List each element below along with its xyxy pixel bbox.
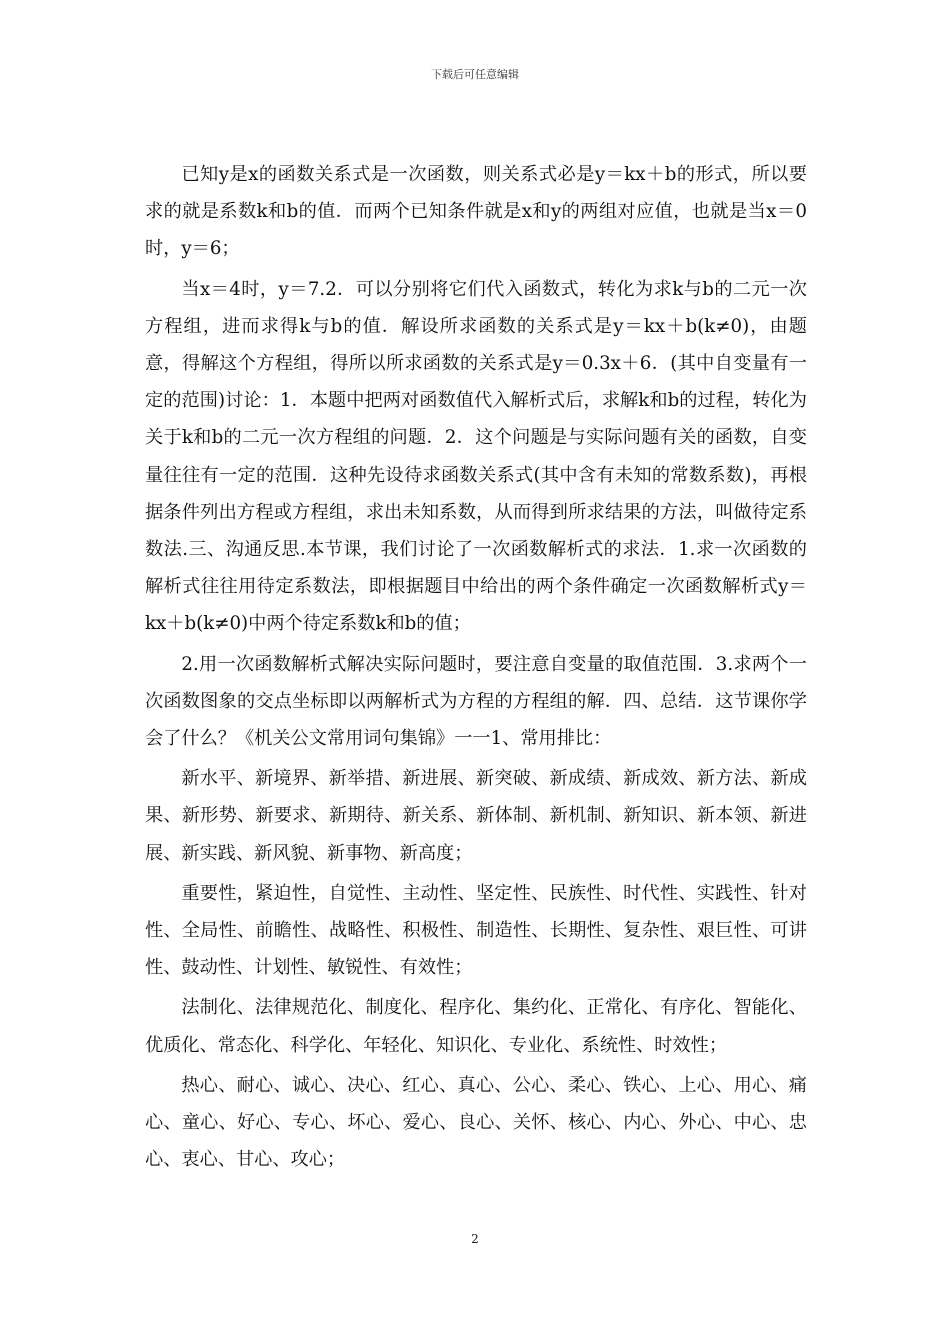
paragraph-6: 法制化、法律规范化、制度化、程序化、集约化、正常化、有序化、智能化、优质化、常态化、科学化、年轻化、知识化、专业化、系统性、时效性； (145, 997, 807, 1056)
paragraph-4: 新水平、新境界、新举措、新进展、新突破、新成绩、新成效、新方法、新成果、新形势、新要求、新期待、新关系、新体制、新机制、新知识、新本领、新进展、新实践、新风貌、新事物、新高度； (145, 768, 807, 864)
page-number: 2 (471, 1232, 479, 1246)
paragraph-5: 重要性，紧迫性，自觉性、主动性、坚定性、民族性、时代性、实践性、针对性、全局性、前瞻性、战略性、积极性、制造性、长期性、复杂性、艰巨性、可讲性、鼓动性、计划性、敏锐性、有效性； (145, 882, 807, 979)
document-body (145, 156, 807, 1181)
paragraph-1: 已知y是x的函数关系式是一次函数，则关系式必是y＝kx＋b的形式，所以要求的就是系数k和b的值．而两个已知条件就是x和y的两组对应值，也就是当x＝0时，y＝6； (145, 164, 807, 260)
paragraph-7: 热心、耐心、诚心、决心、红心、真心、公心、柔心、铁心、上心、用心、痛心、童心、好心、专心、坏心、爱心、良心、关怀、核心、内心、外心、中心、忠心、衷心、甘心、攻心； (145, 1074, 807, 1171)
page-header: 下载后可任意编辑 (431, 68, 519, 81)
paragraph-3: 2.用一次函数解析式解决实际问题时，要注意自变量的取值范围．3.求两个一次函数图象的交点坐标即以两解析式为方程的方程组的解．四、总结．这节课你学会了什么？《机关公文常用词句集锦》一一1、常用排比： (145, 653, 807, 750)
paragraph-2: 当x＝4时，y＝7.2．可以分别将它们代入函数式，转化为求k与b的二元一次方程组，进而求得k与b的值．解设所求函数的关系式是y＝kx＋b(k≠0)，由题意，得解这个方程组，得所以所求函数的关系式是y＝0.3x＋6．(其中自变量有一定的范围)讨论：1．本题中把两对函数值代入解析式后，求解k和b的过程，转化为关于k和b的二元一次方程组的问题．2．这个问题是与实际问题有关的函数，自变量往往有一定的范围．这种先设待求函数关系式(其中含有未知的常数系数)，再根据条件列出方程或方程组，求出未知系数，从而得到所求结果的方法，叫做待定系数法.三、沟通反思.本节课，我们讨论了一次函数解析式的求法．1.求一次函数的解析式往往用待定系数法，即根据题目中给出的两个条件确定一次函数解析式y＝kx＋b(k≠0)中两个待定系数k和b的值； (145, 278, 807, 635)
